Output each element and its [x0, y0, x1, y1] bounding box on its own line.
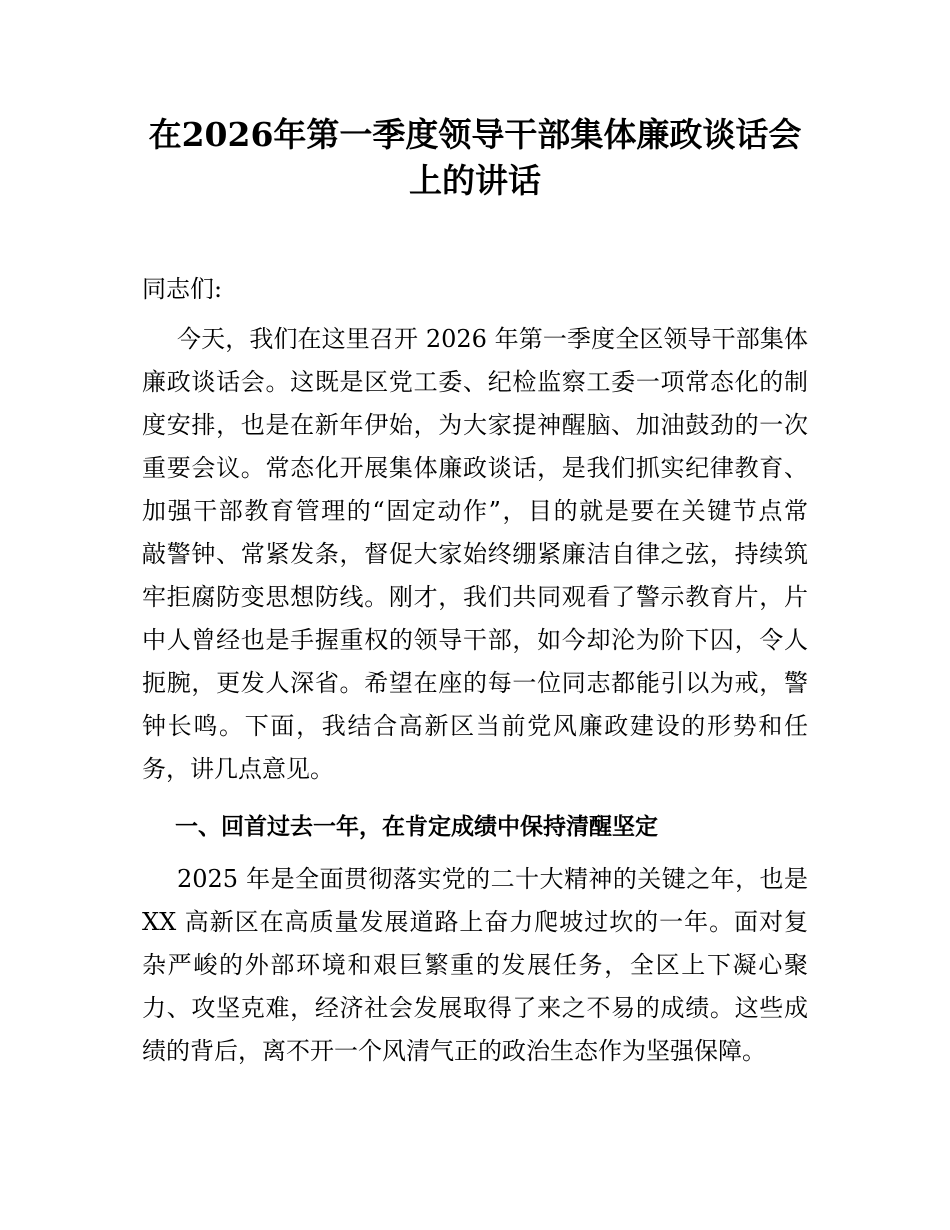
text-line: 务，讲几点意见。	[142, 755, 334, 783]
salutation: 同志们:	[142, 275, 223, 303]
text-line: 廉政谈话会。这既是区党工委、纪检监察工委一项常态化的制	[142, 368, 808, 396]
text-line: 钟长鸣。下面，我结合高新区当前党风廉政建设的形势和任	[142, 712, 808, 740]
text-line: XX 高新区在高质量发展道路上奋力爬坡过坎的一年。面对复	[142, 908, 808, 936]
text-line: 力、攻坚克难，经济社会发展取得了来之不易的成绩。这些成	[142, 994, 808, 1022]
text-line: 重要会议。常态化开展集体廉政谈话，是我们抓实纪律教育、	[142, 454, 808, 482]
text-line: 扼腕，更发人深省。希望在座的每一位同志都能引以为戒，警	[142, 669, 808, 697]
section-heading-1: 一、回首过去一年，在肯定成绩中保持清醒坚定	[175, 814, 658, 840]
text-line: 杂严峻的外部环境和艰巨繁重的发展任务，全区上下凝心聚	[142, 951, 808, 979]
text-line: 绩的背后，离不开一个风清气正的政治生态作为坚强保障。	[142, 1037, 766, 1065]
text-line: 敲警钟、常紧发条，督促大家始终绷紧廉洁自律之弦，持续筑	[142, 540, 808, 568]
document-title-line-2: 上的讲话	[409, 161, 541, 200]
text-line: 度安排，也是在新年伊始，为大家提神醒脑、加油鼓劲的一次	[142, 411, 808, 439]
text-line: 2025 年是全面贯彻落实党的二十大精神的关键之年，也是	[177, 865, 808, 893]
document-title-line-1: 在2026年第一季度领导干部集体廉政谈话会	[148, 115, 802, 154]
text-line: 今天，我们在这里召开 2026 年第一季度全区领导干部集体	[177, 325, 808, 353]
text-line: 牢拒腐防变思想防线。刚才，我们共同观看了警示教育片，片	[142, 583, 808, 611]
text-line: 中人曾经也是手握重权的领导干部，如今却沦为阶下囚，令人	[142, 626, 808, 654]
text-line: 加强干部教育管理的“固定动作”，目的就是要在关键节点常	[142, 497, 808, 525]
